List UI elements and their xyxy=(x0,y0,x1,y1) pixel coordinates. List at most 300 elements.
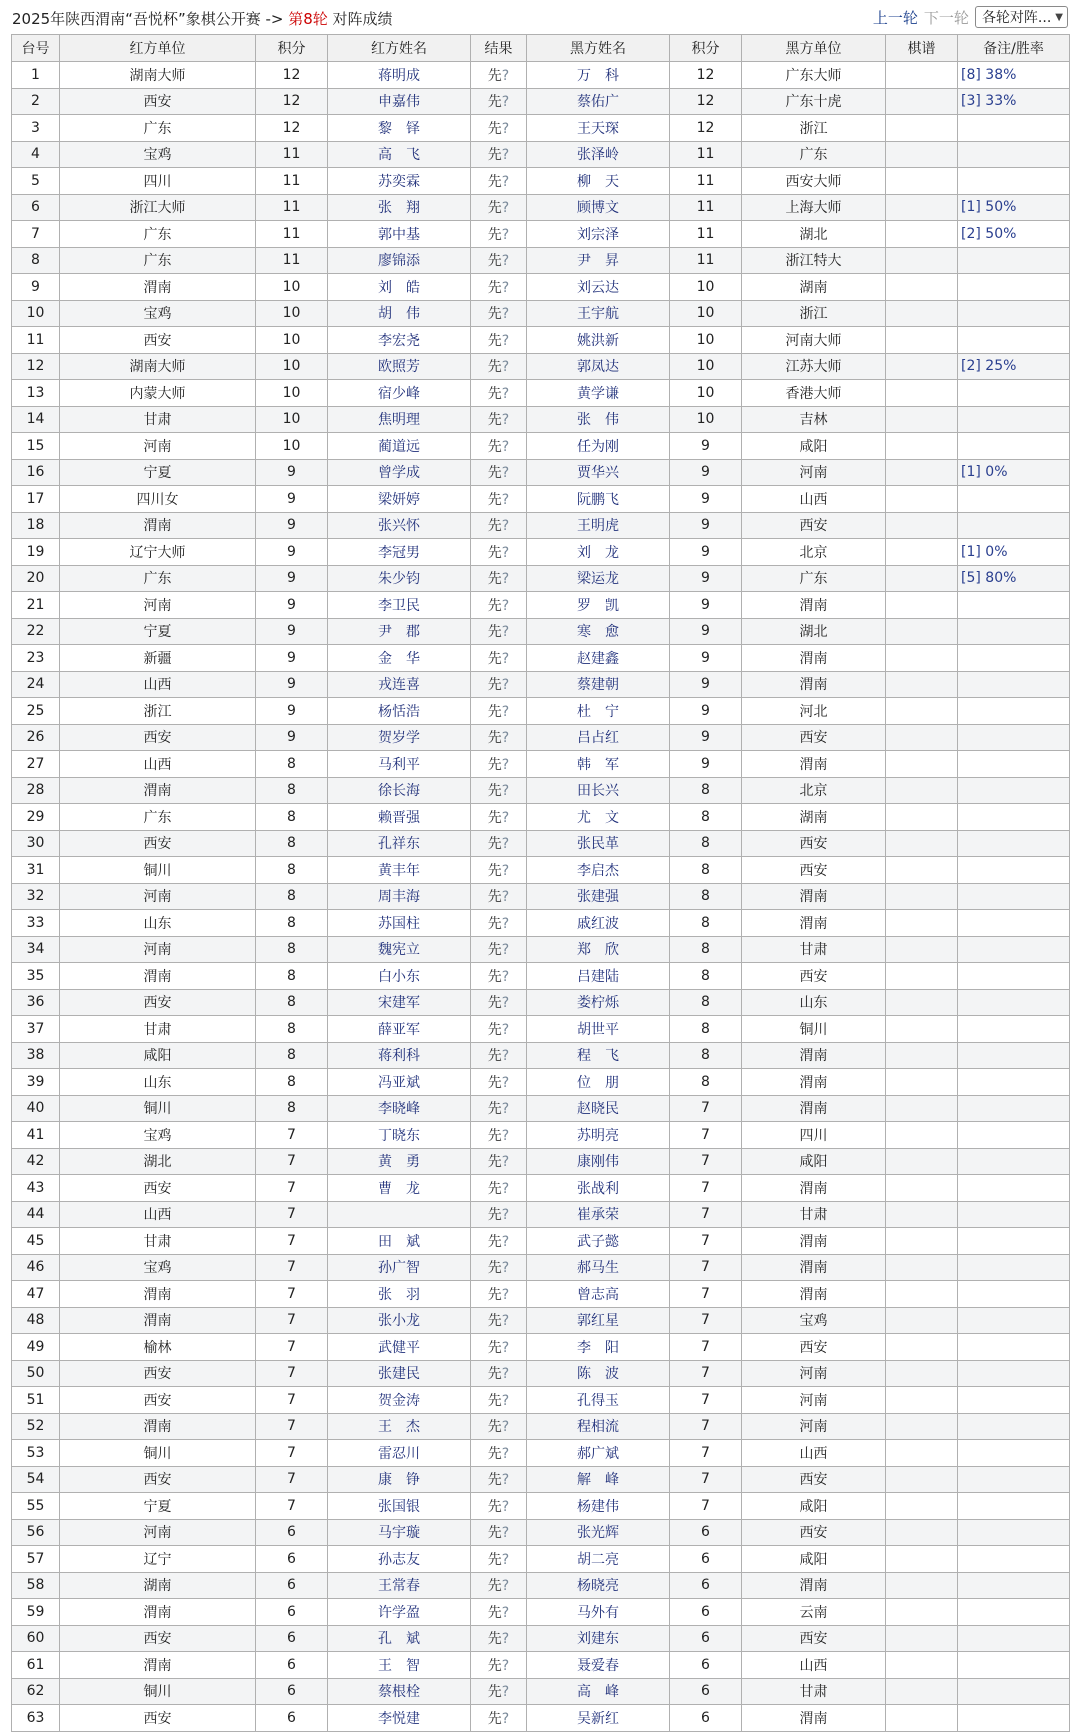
cell-result xyxy=(471,698,527,725)
cell-red-player[interactable]: 李卫民 xyxy=(328,592,471,619)
cell-red-player[interactable]: 黄丰年 xyxy=(328,857,471,884)
cell-result xyxy=(471,1413,527,1440)
cell-black-player[interactable]: 姚洪新 xyxy=(527,327,670,354)
cell-black-player[interactable]: 刘云达 xyxy=(527,274,670,301)
cell-table-no: 9 xyxy=(12,274,60,301)
cell-black-player[interactable]: 曾志高 xyxy=(527,1281,670,1308)
cell-red-team: 湖南 xyxy=(60,1572,256,1599)
cell-game-record xyxy=(886,1440,958,1467)
cell-table-no: 5 xyxy=(12,168,60,195)
cell-black-player[interactable]: 高 峰 xyxy=(527,1678,670,1705)
cell-table-no: 2 xyxy=(12,88,60,115)
cell-table-no: 47 xyxy=(12,1281,60,1308)
cell-black-score: 7 xyxy=(670,1281,742,1308)
cell-game-record xyxy=(886,168,958,195)
result-first-move: 先 xyxy=(487,491,502,508)
round-select[interactable] xyxy=(975,6,1068,28)
cell-result xyxy=(471,141,527,168)
cell-result xyxy=(471,380,527,407)
result-pending: ? xyxy=(501,94,510,111)
cell-black-player[interactable]: 张泽岭 xyxy=(527,141,670,168)
cell-red-player[interactable]: 张兴怀 xyxy=(328,512,471,539)
cell-black-player[interactable]: 张光辉 xyxy=(527,1519,670,1546)
cell-note-winrate xyxy=(958,1493,1070,1520)
cell-black-player[interactable]: 任为刚 xyxy=(527,433,670,460)
cell-note-winrate[interactable]: [2] 25% xyxy=(958,353,1070,380)
cell-red-score: 9 xyxy=(256,698,328,725)
cell-red-player[interactable]: 黎 铎 xyxy=(328,115,471,142)
cell-black-player[interactable]: 杨晓亮 xyxy=(527,1572,670,1599)
table-row xyxy=(12,62,1070,89)
cell-black-team: 山西 xyxy=(742,1652,886,1679)
cell-red-score: 9 xyxy=(256,671,328,698)
cell-result xyxy=(471,1201,527,1228)
cell-red-player[interactable]: 周丰海 xyxy=(328,883,471,910)
cell-red-player[interactable]: 尹 郡 xyxy=(328,618,471,645)
cell-black-team: 西安 xyxy=(742,1625,886,1652)
cell-black-player[interactable]: 郭凤达 xyxy=(527,353,670,380)
cell-red-team: 广东 xyxy=(60,115,256,142)
header-black-team: 黑方单位 xyxy=(742,35,886,62)
cell-table-no: 15 xyxy=(12,433,60,460)
cell-red-score: 9 xyxy=(256,512,328,539)
cell-game-record xyxy=(886,1148,958,1175)
cell-black-team: 咸阳 xyxy=(742,433,886,460)
cell-red-player[interactable]: 蒋利科 xyxy=(328,1042,471,1069)
cell-red-player[interactable]: 曹 龙 xyxy=(328,1175,471,1202)
cell-black-player[interactable]: 蔡建朝 xyxy=(527,671,670,698)
cell-black-player[interactable]: 马外有 xyxy=(527,1599,670,1626)
result-first-move: 先 xyxy=(487,1445,502,1462)
cell-table-no: 20 xyxy=(12,565,60,592)
cell-red-player[interactable]: 薛亚军 xyxy=(328,1016,471,1043)
next-round-link[interactable]: 下一轮 xyxy=(923,8,969,27)
cell-black-player[interactable]: 顾博文 xyxy=(527,194,670,221)
result-pending: ? xyxy=(501,703,510,720)
result-pending: ? xyxy=(501,544,510,561)
cell-black-player[interactable]: 康刚伟 xyxy=(527,1148,670,1175)
cell-game-record xyxy=(886,1413,958,1440)
prev-round-link[interactable]: 上一轮 xyxy=(872,8,918,27)
cell-red-team: 西安 xyxy=(60,327,256,354)
cell-table-no: 30 xyxy=(12,830,60,857)
cell-red-player[interactable]: 宿少峰 xyxy=(328,380,471,407)
result-first-move: 先 xyxy=(487,1578,502,1595)
cell-black-team: 湖北 xyxy=(742,618,886,645)
cell-note-winrate xyxy=(958,247,1070,274)
cell-black-player[interactable]: 郭红星 xyxy=(527,1307,670,1334)
table-row xyxy=(12,406,1070,433)
result-pending: ? xyxy=(501,1154,510,1171)
cell-red-score: 7 xyxy=(256,1175,328,1202)
cell-game-record xyxy=(886,963,958,990)
cell-red-player[interactable]: 白小东 xyxy=(328,963,471,990)
cell-red-player[interactable]: 张小龙 xyxy=(328,1307,471,1334)
cell-red-player[interactable]: 蔡根栓 xyxy=(328,1678,471,1705)
cell-red-score: 6 xyxy=(256,1652,328,1679)
cell-red-score: 7 xyxy=(256,1466,328,1493)
cell-black-team: 山东 xyxy=(742,989,886,1016)
cell-red-player[interactable]: 田 斌 xyxy=(328,1228,471,1255)
cell-red-player[interactable]: 康 铮 xyxy=(328,1466,471,1493)
cell-red-team: 广东 xyxy=(60,247,256,274)
cell-black-player[interactable]: 位 朋 xyxy=(527,1069,670,1096)
cell-black-player[interactable]: 胡世平 xyxy=(527,1016,670,1043)
cell-red-player[interactable]: 欧照芳 xyxy=(328,353,471,380)
cell-black-score: 9 xyxy=(670,618,742,645)
cell-red-team: 湖北 xyxy=(60,1148,256,1175)
cell-black-player[interactable]: 万 科 xyxy=(527,62,670,89)
cell-result xyxy=(471,115,527,142)
cell-black-score: 6 xyxy=(670,1705,742,1732)
cell-red-player[interactable]: 宋建军 xyxy=(328,989,471,1016)
cell-black-player[interactable]: 梁运龙 xyxy=(527,565,670,592)
table-row xyxy=(12,353,1070,380)
cell-black-player[interactable]: 杨建伟 xyxy=(527,1493,670,1520)
cell-black-player[interactable]: 刘宗泽 xyxy=(527,221,670,248)
cell-red-team: 宝鸡 xyxy=(60,141,256,168)
cell-red-player[interactable]: 蒋明成 xyxy=(328,62,471,89)
cell-red-player[interactable]: 王 智 xyxy=(328,1652,471,1679)
cell-red-player[interactable]: 曾学成 xyxy=(328,459,471,486)
result-pending: ? xyxy=(501,332,510,349)
cell-note-winrate xyxy=(958,883,1070,910)
table-row xyxy=(12,486,1070,513)
cell-red-player[interactable]: 张建民 xyxy=(328,1360,471,1387)
cell-table-no: 17 xyxy=(12,486,60,513)
cell-red-player[interactable]: 黄 勇 xyxy=(328,1148,471,1175)
cell-note-winrate[interactable]: [1] 0% xyxy=(958,539,1070,566)
result-first-move: 先 xyxy=(487,1419,502,1436)
cell-table-no: 29 xyxy=(12,804,60,831)
cell-black-player[interactable]: 吴新红 xyxy=(527,1705,670,1732)
result-pending: ? xyxy=(501,173,510,190)
cell-black-player[interactable]: 赵建鑫 xyxy=(527,645,670,672)
cell-red-player[interactable]: 焦明理 xyxy=(328,406,471,433)
header-note-winrate: 备注/胜率 xyxy=(958,35,1070,62)
cell-red-player[interactable]: 马宇璇 xyxy=(328,1519,471,1546)
cell-note-winrate xyxy=(958,1281,1070,1308)
cell-black-team: 云南 xyxy=(742,1599,886,1626)
header-red-player: 红方姓名 xyxy=(328,35,471,62)
cell-result xyxy=(471,1069,527,1096)
cell-red-player[interactable]: 申嘉伟 xyxy=(328,88,471,115)
cell-table-no: 6 xyxy=(12,194,60,221)
cell-game-record xyxy=(886,883,958,910)
cell-black-team: 西安 xyxy=(742,512,886,539)
cell-black-score: 8 xyxy=(670,989,742,1016)
cell-black-player[interactable]: 武子懿 xyxy=(527,1228,670,1255)
cell-table-no: 35 xyxy=(12,963,60,990)
cell-red-player[interactable]: 王 杰 xyxy=(328,1413,471,1440)
result-pending: ? xyxy=(501,597,510,614)
cell-red-player[interactable]: 冯亚斌 xyxy=(328,1069,471,1096)
cell-table-no: 48 xyxy=(12,1307,60,1334)
cell-black-player[interactable]: 寒 愈 xyxy=(527,618,670,645)
cell-black-team: 西安 xyxy=(742,1334,886,1361)
table-row xyxy=(12,1466,1070,1493)
page-title xyxy=(12,8,393,29)
cell-black-player[interactable]: 郑 欣 xyxy=(527,936,670,963)
result-first-move: 先 xyxy=(487,1021,502,1038)
cell-red-player[interactable]: 蔺道远 xyxy=(328,433,471,460)
cell-note-winrate[interactable]: [5] 80% xyxy=(958,565,1070,592)
cell-table-no: 26 xyxy=(12,724,60,751)
cell-game-record xyxy=(886,724,958,751)
cell-red-player[interactable]: 孙志友 xyxy=(328,1546,471,1573)
cell-black-player[interactable]: 郝广斌 xyxy=(527,1440,670,1467)
cell-black-player[interactable]: 贾华兴 xyxy=(527,459,670,486)
cell-black-player[interactable]: 阮鹏飞 xyxy=(527,486,670,513)
cell-black-player[interactable]: 刘建东 xyxy=(527,1625,670,1652)
cell-black-player[interactable]: 李启杰 xyxy=(527,857,670,884)
cell-note-winrate[interactable]: [1] 50% xyxy=(958,194,1070,221)
cell-note-winrate[interactable]: [3] 33% xyxy=(958,88,1070,115)
cell-red-player[interactable]: 梁妍婷 xyxy=(328,486,471,513)
cell-red-player[interactable]: 李悦建 xyxy=(328,1705,471,1732)
cell-black-player[interactable]: 苏明亮 xyxy=(527,1122,670,1149)
result-pending: ? xyxy=(501,1392,510,1409)
cell-black-player[interactable]: 解 峰 xyxy=(527,1466,670,1493)
cell-red-player[interactable]: 苏奕霖 xyxy=(328,168,471,195)
cell-black-team: 甘肃 xyxy=(742,936,886,963)
cell-red-player[interactable]: 郭中基 xyxy=(328,221,471,248)
cell-table-no: 32 xyxy=(12,883,60,910)
result-first-move: 先 xyxy=(487,1472,502,1489)
cell-black-score: 9 xyxy=(670,512,742,539)
cell-red-score: 9 xyxy=(256,724,328,751)
result-pending: ? xyxy=(501,306,510,323)
cell-red-score: 9 xyxy=(256,539,328,566)
cell-red-player[interactable]: 马利平 xyxy=(328,751,471,778)
cell-black-player[interactable]: 尹 昇 xyxy=(527,247,670,274)
cell-black-player[interactable]: 聂爱春 xyxy=(527,1652,670,1679)
cell-red-player[interactable]: 孔 斌 xyxy=(328,1625,471,1652)
table-row xyxy=(12,963,1070,990)
cell-black-player[interactable]: 王宇航 xyxy=(527,300,670,327)
result-pending: ? xyxy=(501,253,510,270)
cell-black-player[interactable]: 程 飞 xyxy=(527,1042,670,1069)
cell-result xyxy=(471,1625,527,1652)
table-row xyxy=(12,1281,1070,1308)
table-row xyxy=(12,1705,1070,1732)
cell-red-player[interactable]: 张国银 xyxy=(328,1493,471,1520)
cell-red-team: 宝鸡 xyxy=(60,300,256,327)
cell-red-player[interactable]: 孙广智 xyxy=(328,1254,471,1281)
cell-black-player[interactable]: 娄柠烁 xyxy=(527,989,670,1016)
cell-black-player[interactable]: 赵晓民 xyxy=(527,1095,670,1122)
result-first-move: 先 xyxy=(487,1392,502,1409)
cell-black-team: 北京 xyxy=(742,777,886,804)
result-pending: ? xyxy=(501,1048,510,1065)
result-pending: ? xyxy=(501,1074,510,1091)
result-pending: ? xyxy=(501,1578,510,1595)
cell-black-player[interactable]: 柳 天 xyxy=(527,168,670,195)
cell-black-player[interactable]: 孔得玉 xyxy=(527,1387,670,1414)
result-pending: ? xyxy=(501,147,510,164)
cell-red-player[interactable]: 许学盈 xyxy=(328,1599,471,1626)
result-pending: ? xyxy=(501,438,510,455)
table-row xyxy=(12,221,1070,248)
cell-red-player[interactable]: 刘 皓 xyxy=(328,274,471,301)
cell-red-player[interactable]: 张 翔 xyxy=(328,194,471,221)
cell-red-score: 10 xyxy=(256,433,328,460)
cell-black-player[interactable]: 王天琛 xyxy=(527,115,670,142)
table-row xyxy=(12,1148,1070,1175)
result-pending: ? xyxy=(501,1180,510,1197)
cell-result xyxy=(471,1599,527,1626)
table-row xyxy=(12,857,1070,884)
cell-table-no: 49 xyxy=(12,1334,60,1361)
cell-black-score: 9 xyxy=(670,486,742,513)
cell-black-score: 8 xyxy=(670,963,742,990)
cell-black-player[interactable]: 刘 龙 xyxy=(527,539,670,566)
cell-black-player[interactable]: 胡二亮 xyxy=(527,1546,670,1573)
cell-red-score: 10 xyxy=(256,274,328,301)
cell-red-player[interactable]: 丁晓东 xyxy=(328,1122,471,1149)
result-first-move: 先 xyxy=(487,385,502,402)
cell-game-record xyxy=(886,115,958,142)
cell-red-player[interactable]: 王常春 xyxy=(328,1572,471,1599)
cell-note-winrate[interactable]: [8] 38% xyxy=(958,62,1070,89)
cell-black-player[interactable]: 黄学谦 xyxy=(527,380,670,407)
table-row xyxy=(12,1546,1070,1573)
cell-black-player[interactable]: 王明虎 xyxy=(527,512,670,539)
result-first-move: 先 xyxy=(487,677,502,694)
cell-game-record xyxy=(886,751,958,778)
cell-table-no: 50 xyxy=(12,1360,60,1387)
table-row xyxy=(12,671,1070,698)
cell-table-no: 18 xyxy=(12,512,60,539)
cell-red-player[interactable]: 高 飞 xyxy=(328,141,471,168)
cell-note-winrate xyxy=(958,592,1070,619)
cell-note-winrate xyxy=(958,115,1070,142)
cell-black-player[interactable]: 崔承荣 xyxy=(527,1201,670,1228)
cell-red-player[interactable]: 朱少钧 xyxy=(328,565,471,592)
cell-note-winrate[interactable]: [1] 0% xyxy=(958,459,1070,486)
result-first-move: 先 xyxy=(487,1207,502,1224)
header-red-team: 红方单位 xyxy=(60,35,256,62)
cell-red-player[interactable]: 金 华 xyxy=(328,645,471,672)
cell-red-player[interactable]: 赖晋强 xyxy=(328,804,471,831)
cell-game-record xyxy=(886,459,958,486)
cell-black-player[interactable]: 田长兴 xyxy=(527,777,670,804)
cell-red-player[interactable]: 张 羽 xyxy=(328,1281,471,1308)
cell-red-team: 西安 xyxy=(60,989,256,1016)
cell-game-record xyxy=(886,698,958,725)
cell-red-player[interactable]: 贺岁学 xyxy=(328,724,471,751)
cell-black-score: 7 xyxy=(670,1413,742,1440)
cell-black-player[interactable]: 罗 凯 xyxy=(527,592,670,619)
cell-note-winrate xyxy=(958,910,1070,937)
cell-game-record xyxy=(886,857,958,884)
cell-result xyxy=(471,194,527,221)
cell-red-score: 7 xyxy=(256,1122,328,1149)
cell-black-player[interactable]: 李 阳 xyxy=(527,1334,670,1361)
cell-red-player[interactable]: 廖锦添 xyxy=(328,247,471,274)
cell-black-score: 9 xyxy=(670,539,742,566)
result-first-move: 先 xyxy=(487,942,502,959)
cell-red-player[interactable]: 苏国柱 xyxy=(328,910,471,937)
cell-red-player[interactable]: 李冠男 xyxy=(328,539,471,566)
cell-note-winrate xyxy=(958,989,1070,1016)
result-first-move: 先 xyxy=(487,889,502,906)
cell-black-player[interactable]: 程相流 xyxy=(527,1413,670,1440)
cell-black-player[interactable]: 张建强 xyxy=(527,883,670,910)
cell-red-score: 7 xyxy=(256,1334,328,1361)
cell-red-player[interactable]: 孔祥东 xyxy=(328,830,471,857)
table-row xyxy=(12,777,1070,804)
table-row xyxy=(12,433,1070,460)
table-row xyxy=(12,751,1070,778)
cell-note-winrate[interactable]: [2] 50% xyxy=(958,221,1070,248)
cell-red-player[interactable]: 杨恬浩 xyxy=(328,698,471,725)
result-pending: ? xyxy=(501,1631,510,1648)
cell-black-player[interactable]: 陈 波 xyxy=(527,1360,670,1387)
cell-red-player[interactable]: 雷忍川 xyxy=(328,1440,471,1467)
cell-red-score: 7 xyxy=(256,1254,328,1281)
cell-black-team: 香港大师 xyxy=(742,380,886,407)
cell-red-player[interactable]: 武健平 xyxy=(328,1334,471,1361)
cell-table-no: 31 xyxy=(12,857,60,884)
result-pending: ? xyxy=(501,518,510,535)
cell-black-player[interactable]: 尤 文 xyxy=(527,804,670,831)
cell-red-player[interactable]: 李晓峰 xyxy=(328,1095,471,1122)
cell-game-record xyxy=(886,62,958,89)
table-row xyxy=(12,1360,1070,1387)
cell-red-score: 8 xyxy=(256,1095,328,1122)
cell-red-team: 四川 xyxy=(60,168,256,195)
result-first-move: 先 xyxy=(487,624,502,641)
cell-black-player[interactable]: 张战利 xyxy=(527,1175,670,1202)
cell-red-player[interactable]: 戎连喜 xyxy=(328,671,471,698)
cell-note-winrate xyxy=(958,1069,1070,1096)
cell-red-player[interactable]: 胡 伟 xyxy=(328,300,471,327)
cell-note-winrate xyxy=(958,698,1070,725)
result-first-move: 先 xyxy=(487,783,502,800)
cell-red-player[interactable]: 李宏尧 xyxy=(328,327,471,354)
result-first-move: 先 xyxy=(487,836,502,853)
table-row xyxy=(12,1069,1070,1096)
cell-black-player[interactable]: 张民革 xyxy=(527,830,670,857)
cell-black-player[interactable]: 韩 军 xyxy=(527,751,670,778)
cell-red-player[interactable]: 贺金涛 xyxy=(328,1387,471,1414)
cell-black-score: 9 xyxy=(670,592,742,619)
cell-red-player[interactable] xyxy=(328,1201,471,1228)
cell-black-player[interactable]: 杜 宁 xyxy=(527,698,670,725)
cell-result xyxy=(471,168,527,195)
cell-black-score: 7 xyxy=(670,1307,742,1334)
cell-red-score: 9 xyxy=(256,565,328,592)
cell-black-player[interactable]: 戚红波 xyxy=(527,910,670,937)
cell-black-player[interactable]: 蔡佑广 xyxy=(527,88,670,115)
round-link[interactable]: 第8轮 xyxy=(288,10,328,28)
cell-black-player[interactable]: 张 伟 xyxy=(527,406,670,433)
cell-black-player[interactable]: 吕占红 xyxy=(527,724,670,751)
cell-black-player[interactable]: 吕建陆 xyxy=(527,963,670,990)
cell-table-no: 57 xyxy=(12,1546,60,1573)
cell-note-winrate xyxy=(958,300,1070,327)
cell-black-team: 渭南 xyxy=(742,1281,886,1308)
cell-red-player[interactable]: 徐长海 xyxy=(328,777,471,804)
cell-game-record xyxy=(886,1705,958,1732)
cell-black-player[interactable]: 郝马生 xyxy=(527,1254,670,1281)
cell-table-no: 7 xyxy=(12,221,60,248)
result-first-move: 先 xyxy=(487,995,502,1012)
cell-red-player[interactable]: 魏宪立 xyxy=(328,936,471,963)
cell-table-no: 12 xyxy=(12,353,60,380)
cell-red-team: 渭南 xyxy=(60,274,256,301)
